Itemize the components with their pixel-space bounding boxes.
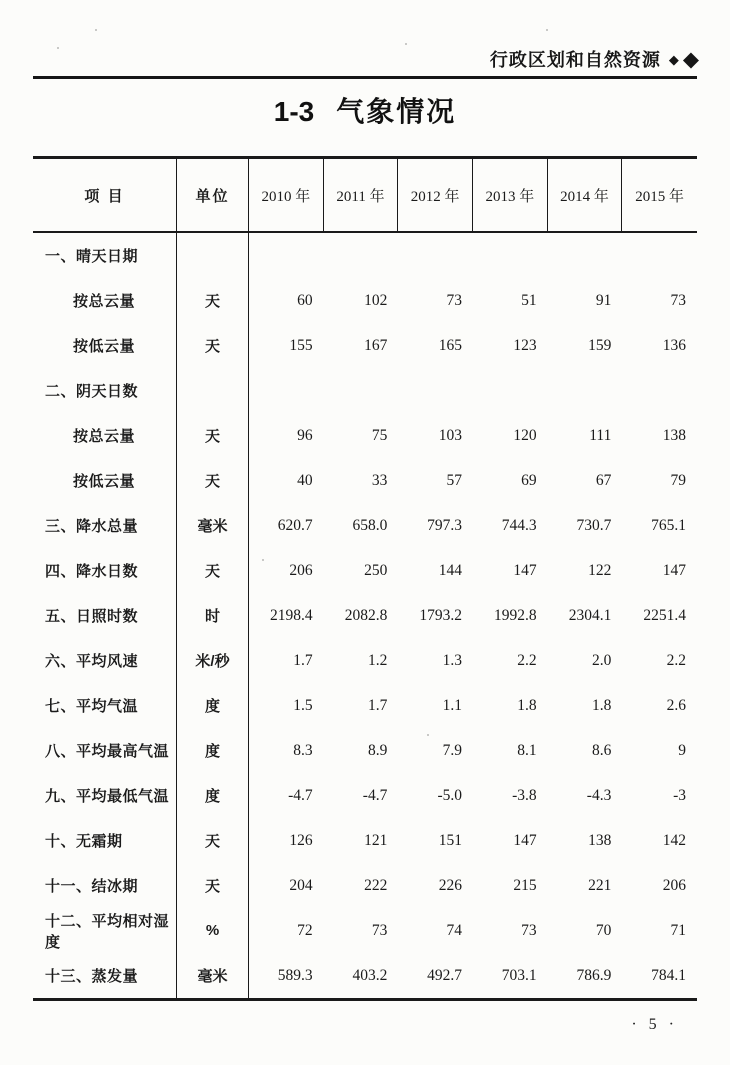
value-cell: 74 xyxy=(446,921,462,939)
value-cell: 8.6 xyxy=(591,741,612,759)
item-cell: 十三、蒸发量 xyxy=(33,953,177,998)
item-cell: 按低云量 xyxy=(33,323,177,368)
value-cell: -3.8 xyxy=(512,786,537,804)
table-row xyxy=(33,683,697,728)
value-cell: 102 xyxy=(364,291,388,309)
value-cell: 2.2 xyxy=(517,651,537,669)
header-rule xyxy=(33,76,697,79)
value-cell: 206 xyxy=(289,561,313,579)
unit-cell: 米/秒 xyxy=(177,638,249,683)
value-cell: 1.7 xyxy=(293,651,313,669)
unit-cell: 度 xyxy=(177,773,249,818)
value-cell xyxy=(473,368,548,413)
value-cell: 126 xyxy=(289,831,313,849)
value-cell: 120 xyxy=(513,426,537,444)
table-row xyxy=(33,503,697,548)
value-cell xyxy=(622,233,697,278)
item-cell: 十一、结冰期 xyxy=(33,863,177,908)
value-cell: 1.2 xyxy=(367,651,388,669)
value-cell: -4.3 xyxy=(586,786,612,804)
value-cell: 165 xyxy=(438,336,462,354)
value-cell: -3 xyxy=(673,786,686,804)
value-cell: -4.7 xyxy=(362,786,388,804)
table-row xyxy=(33,323,697,368)
value-cell: 784.1 xyxy=(651,966,686,984)
table-row xyxy=(33,908,697,953)
scan-speck xyxy=(262,559,264,561)
value-cell: 1.8 xyxy=(517,696,537,714)
value-cell: 159 xyxy=(588,336,612,354)
value-cell: 122 xyxy=(588,561,612,579)
value-cell: 222 xyxy=(364,876,388,894)
unit-cell: 毫米 xyxy=(177,953,249,998)
scan-speck xyxy=(57,47,59,49)
unit-cell: 天 xyxy=(177,278,249,323)
scan-speck xyxy=(546,29,548,31)
value-cell: 492.7 xyxy=(427,966,462,984)
column-header-2015: 2015 年 xyxy=(635,188,685,205)
value-cell: 9 xyxy=(678,741,686,759)
running-head xyxy=(490,46,700,72)
value-cell xyxy=(324,233,399,278)
value-cell: 2251.4 xyxy=(643,606,686,624)
value-cell: 103 xyxy=(438,426,462,444)
value-cell: 71 xyxy=(670,921,686,939)
item-cell: 十二、平均相对湿度 xyxy=(33,908,177,953)
item-cell: 一、晴天日期 xyxy=(33,233,177,278)
value-cell: 72 xyxy=(297,921,313,939)
table-row xyxy=(33,413,697,458)
unit-cell xyxy=(177,368,249,413)
value-cell: -5.0 xyxy=(437,786,462,804)
value-cell: 111 xyxy=(589,426,612,444)
value-cell: 744.3 xyxy=(501,516,537,534)
item-cell: 按总云量 xyxy=(33,413,177,458)
diamond-icon-large: ◆ xyxy=(682,47,700,71)
value-cell: 589.3 xyxy=(277,966,313,984)
value-cell: 620.7 xyxy=(277,516,313,534)
value-cell: 1.8 xyxy=(591,696,612,714)
table-body xyxy=(33,233,697,998)
item-cell: 二、阴天日数 xyxy=(33,368,177,413)
unit-cell: 时 xyxy=(177,593,249,638)
unit-cell: 度 xyxy=(177,683,249,728)
unit-cell: % xyxy=(177,908,249,953)
value-cell: 73 xyxy=(521,921,537,939)
value-cell: 2304.1 xyxy=(568,606,612,624)
value-cell: 797.3 xyxy=(427,516,462,534)
value-cell: 69 xyxy=(521,471,537,489)
value-cell: 147 xyxy=(513,561,537,579)
value-cell: 658.0 xyxy=(352,516,388,534)
column-header-2010: 2010 年 xyxy=(249,159,324,231)
value-cell: 136 xyxy=(662,336,686,354)
value-cell: 1.1 xyxy=(442,696,462,714)
value-cell: 79 xyxy=(670,471,686,489)
column-header-2013: 2013 年 xyxy=(473,159,548,231)
value-cell: 1793.2 xyxy=(419,606,462,624)
value-cell: 73 xyxy=(371,921,388,939)
value-cell: 2198.4 xyxy=(270,606,313,624)
value-cell: 51 xyxy=(521,291,537,309)
value-cell: 167 xyxy=(364,336,388,354)
table-row xyxy=(33,233,697,278)
table-row xyxy=(33,278,697,323)
table-row xyxy=(33,953,697,998)
running-head-text: 行政区划和自然资源 xyxy=(489,50,661,70)
value-cell: 147 xyxy=(513,831,537,849)
table-header-row xyxy=(33,159,697,233)
value-cell: 60 xyxy=(297,291,313,309)
value-cell xyxy=(324,368,399,413)
scan-speck xyxy=(405,43,407,45)
table-row xyxy=(33,818,697,863)
value-cell: 121 xyxy=(364,831,388,849)
unit-cell: 天 xyxy=(177,458,249,503)
table-row xyxy=(33,548,697,593)
value-cell: 1.5 xyxy=(293,696,313,714)
value-cell: 730.7 xyxy=(576,516,612,534)
value-cell: 96 xyxy=(297,426,313,444)
value-cell: 206 xyxy=(662,876,686,894)
value-cell: 142 xyxy=(662,831,686,849)
value-cell: 40 xyxy=(297,471,313,489)
value-cell: 155 xyxy=(289,336,313,354)
value-cell: 2.0 xyxy=(591,651,612,669)
value-cell: 403.2 xyxy=(352,966,388,984)
unit-cell: 毫米 xyxy=(177,503,249,548)
value-cell: 70 xyxy=(595,921,612,939)
table-row xyxy=(33,593,697,638)
unit-cell: 天 xyxy=(177,818,249,863)
item-cell: 按低云量 xyxy=(33,458,177,503)
value-cell: 765.1 xyxy=(651,516,686,534)
value-cell: 144 xyxy=(438,561,462,579)
table-row xyxy=(33,773,697,818)
value-cell: 8.1 xyxy=(517,741,537,759)
value-cell: 138 xyxy=(662,426,686,444)
value-cell xyxy=(249,368,324,413)
value-cell: 73 xyxy=(446,291,462,309)
scan-speck xyxy=(427,734,429,736)
diamond-icon-small: ◆ xyxy=(668,51,680,67)
unit-cell: 天 xyxy=(177,323,249,368)
value-cell: 67 xyxy=(595,471,612,489)
value-cell: 2.2 xyxy=(666,651,686,669)
item-cell: 七、平均气温 xyxy=(33,683,177,728)
table-row xyxy=(33,458,697,503)
page-title xyxy=(0,90,730,130)
page-number: · 5 · xyxy=(631,1016,678,1033)
value-cell: 1992.8 xyxy=(494,606,537,624)
table-row xyxy=(33,368,697,413)
scan-speck xyxy=(95,29,97,31)
value-cell: 2.6 xyxy=(666,696,686,714)
value-cell: 138 xyxy=(588,831,612,849)
value-cell: 250 xyxy=(364,561,388,579)
value-cell xyxy=(398,233,473,278)
item-cell: 按总云量 xyxy=(33,278,177,323)
value-cell: 75 xyxy=(371,426,388,444)
table-title-text: 气象情况 xyxy=(336,96,457,127)
value-cell: 33 xyxy=(371,471,388,489)
value-cell: 703.1 xyxy=(501,966,537,984)
unit-cell: 天 xyxy=(177,413,249,458)
item-cell: 九、平均最低气温 xyxy=(33,773,177,818)
value-cell: 91 xyxy=(595,291,612,309)
table-row xyxy=(33,728,697,773)
value-cell: 151 xyxy=(438,831,462,849)
value-cell xyxy=(622,368,697,413)
item-cell: 五、日照时数 xyxy=(33,593,177,638)
value-cell xyxy=(398,368,473,413)
value-cell: 786.9 xyxy=(576,966,612,984)
value-cell: 204 xyxy=(289,876,313,894)
value-cell: 226 xyxy=(438,876,462,894)
value-cell: 1.3 xyxy=(442,651,462,669)
value-cell: 1.7 xyxy=(367,696,388,714)
column-header-2011: 2011 年 xyxy=(324,159,399,231)
value-cell: 2082.8 xyxy=(344,606,388,624)
column-header-2012: 2012 年 xyxy=(398,159,473,231)
column-header-2014: 2014 年 xyxy=(548,159,623,231)
value-cell: 147 xyxy=(662,561,686,579)
value-cell: 57 xyxy=(446,471,462,489)
value-cell xyxy=(249,233,324,278)
value-cell: 8.3 xyxy=(293,741,313,759)
item-cell: 十、无霜期 xyxy=(33,818,177,863)
weather-table xyxy=(33,156,697,1001)
unit-cell: 天 xyxy=(177,863,249,908)
item-cell: 四、降水日数 xyxy=(33,548,177,593)
value-cell: 123 xyxy=(513,336,537,354)
value-cell: 7.9 xyxy=(442,741,462,759)
column-header-unit: 单位 xyxy=(177,159,249,231)
value-cell: 221 xyxy=(588,876,612,894)
table-row xyxy=(33,863,697,908)
value-cell xyxy=(548,368,623,413)
table-row xyxy=(33,638,697,683)
column-header-item: 项 目 xyxy=(33,159,177,231)
unit-cell: 天 xyxy=(177,548,249,593)
value-cell xyxy=(548,233,623,278)
unit-cell: 度 xyxy=(177,728,249,773)
value-cell: 8.9 xyxy=(367,741,388,759)
item-cell: 三、降水总量 xyxy=(33,503,177,548)
unit-cell xyxy=(177,233,249,278)
value-cell: 215 xyxy=(513,876,537,894)
table-number: 1-3 xyxy=(273,96,315,127)
item-cell: 八、平均最高气温 xyxy=(33,728,177,773)
value-cell: -4.7 xyxy=(288,786,313,804)
value-cell: 73 xyxy=(670,291,686,309)
item-cell: 六、平均风速 xyxy=(33,638,177,683)
value-cell xyxy=(473,233,548,278)
